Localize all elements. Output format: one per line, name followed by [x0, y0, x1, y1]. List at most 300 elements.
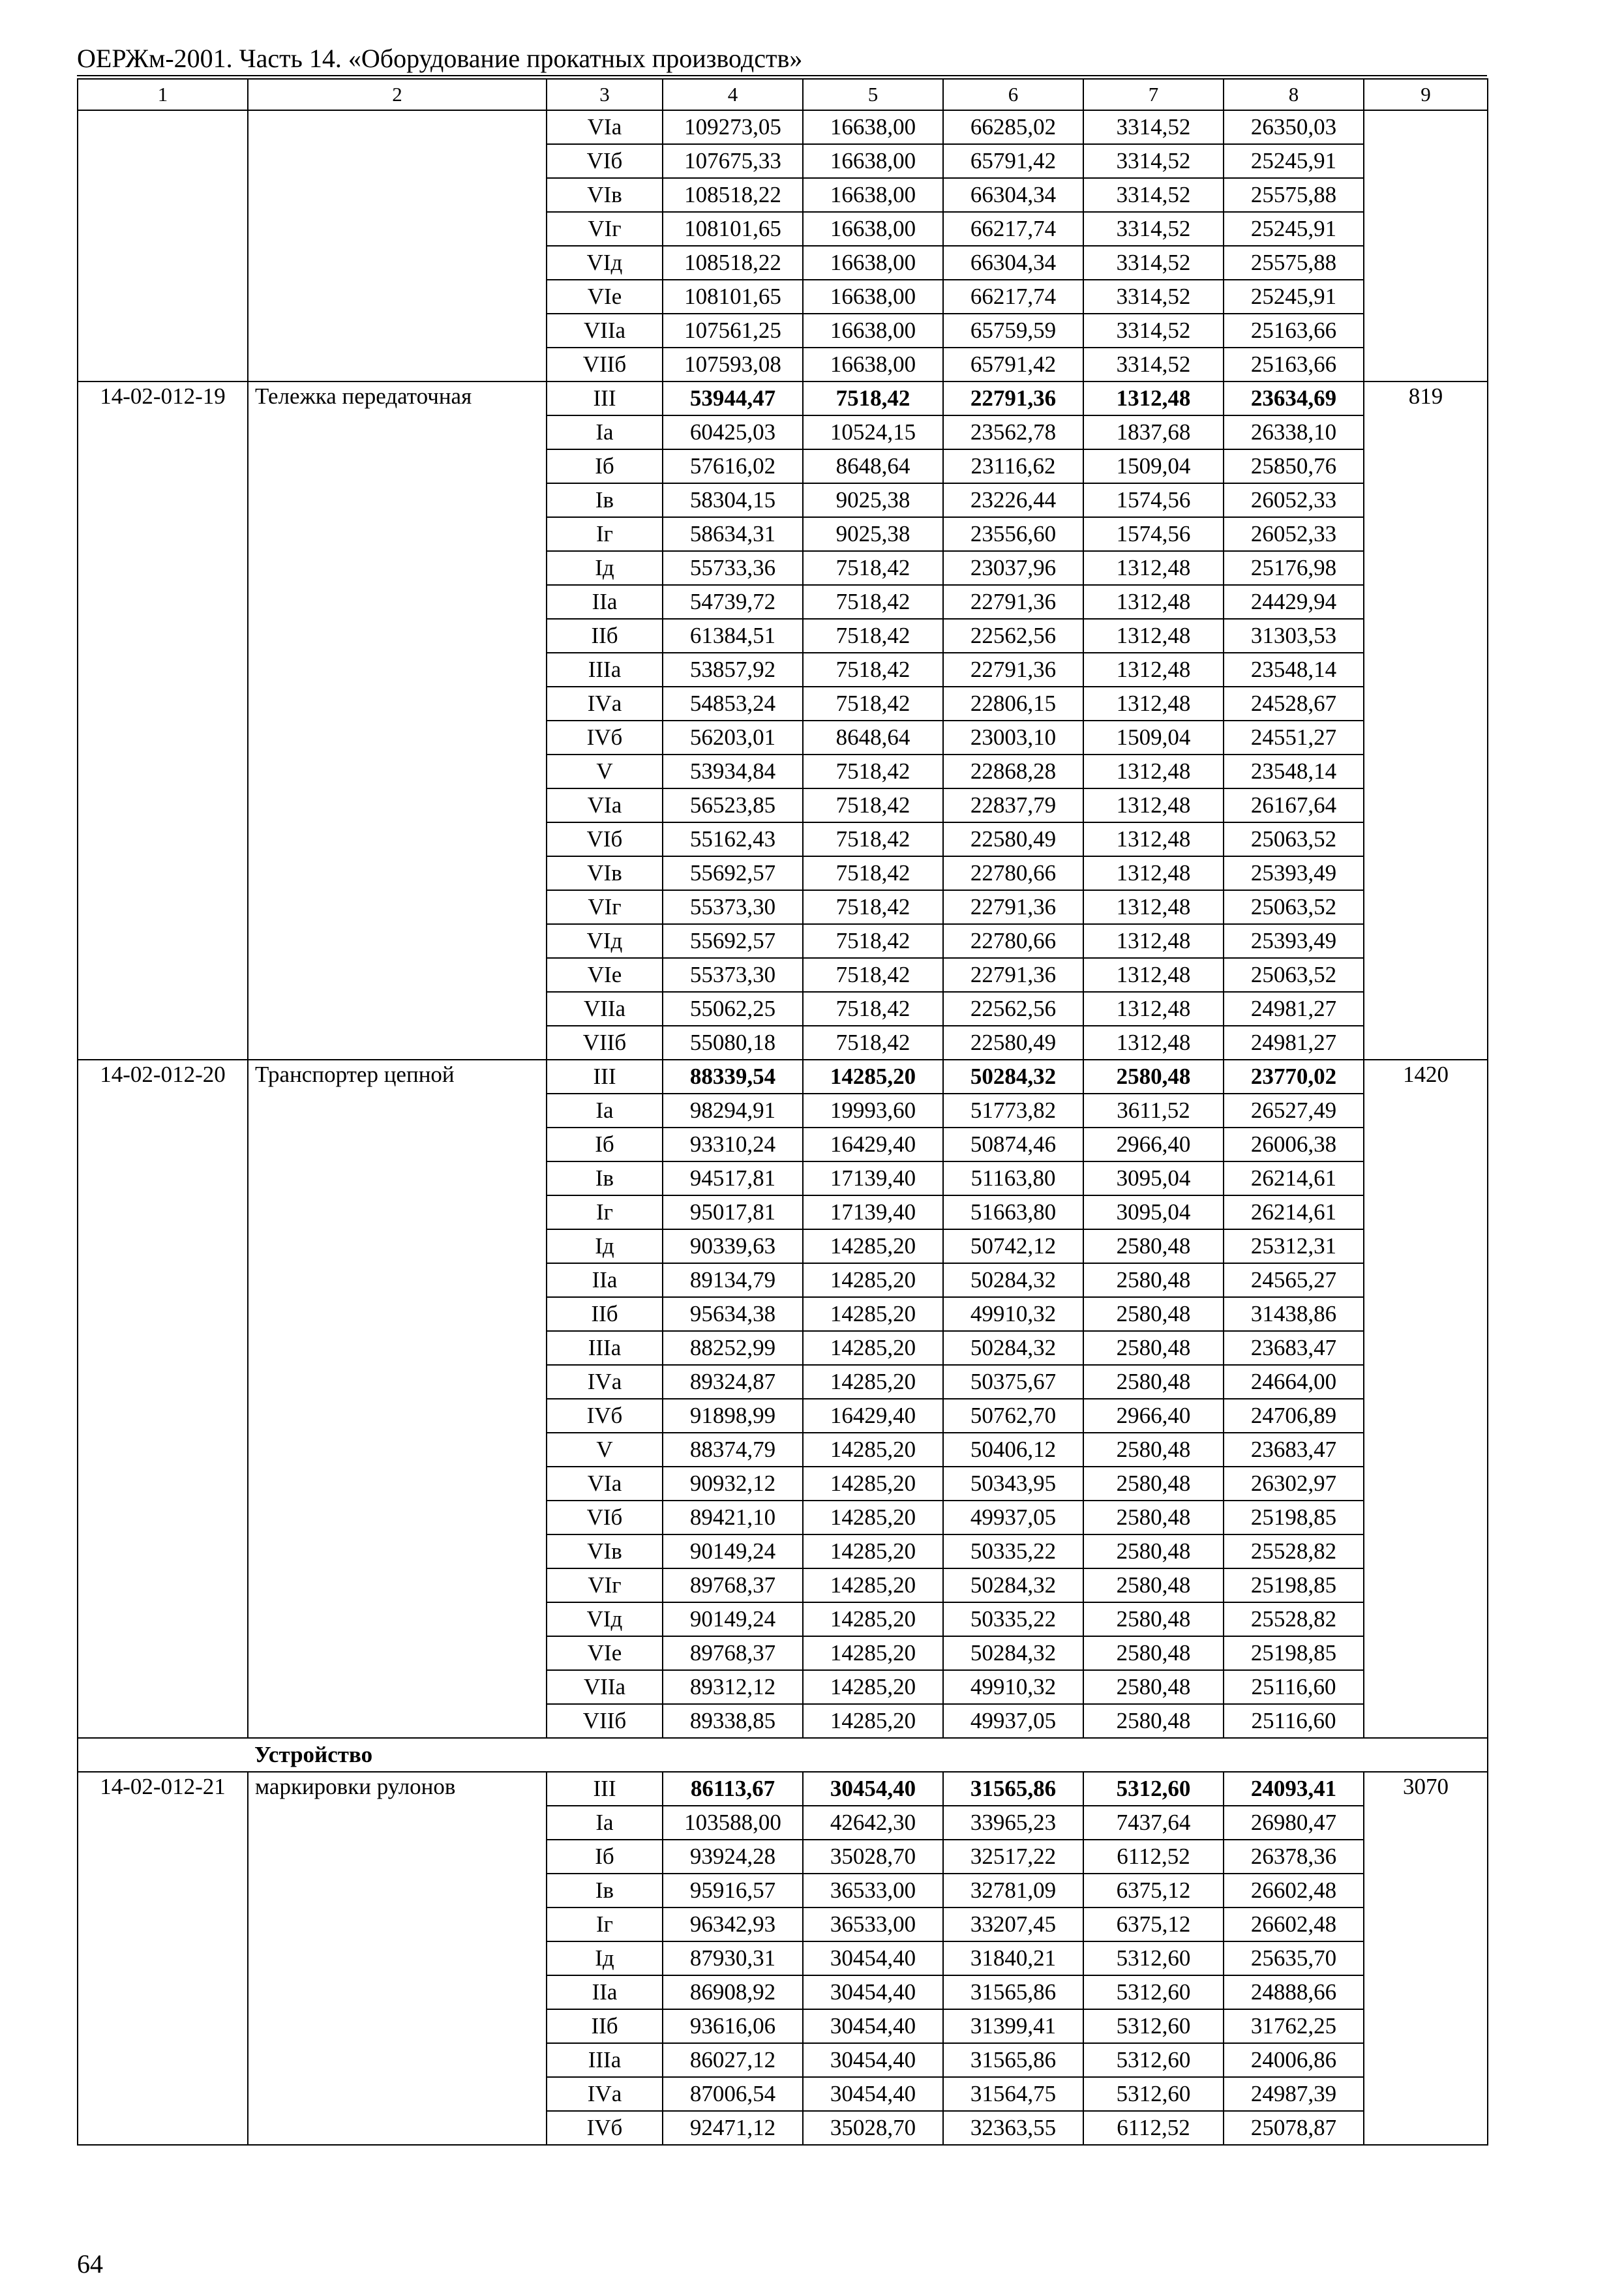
page-header: ОЕРЖм-2001. Часть 14. «Оборудование прокатных производств» [77, 44, 803, 73]
zone-cell: VIд [547, 924, 663, 958]
value-cell: 24429,94 [1224, 585, 1364, 619]
value-cell: 26167,64 [1224, 788, 1364, 822]
value-cell: 1312,48 [1083, 551, 1224, 585]
item-code: 14-02-012-19 [78, 382, 248, 1060]
value-cell: 7518,42 [803, 619, 943, 653]
value-cell: 93310,24 [663, 1128, 803, 1161]
zone-cell: VIб [547, 1501, 663, 1534]
value-cell: 14285,20 [803, 1263, 943, 1297]
value-cell: 107561,25 [663, 314, 803, 348]
value-cell: 33965,23 [943, 1806, 1083, 1840]
value-cell: 25063,52 [1224, 890, 1364, 924]
value-cell: 24888,66 [1224, 1975, 1364, 2009]
zone-cell: Iв [547, 1161, 663, 1195]
value-cell: 26338,10 [1224, 415, 1364, 449]
value-cell: 24981,27 [1224, 992, 1364, 1026]
value-cell: 23770,02 [1224, 1060, 1364, 1094]
value-cell: 55080,18 [663, 1026, 803, 1060]
value-cell: 26527,49 [1224, 1094, 1364, 1128]
value-cell: 22780,66 [943, 924, 1083, 958]
value-cell: 30454,40 [803, 2009, 943, 2043]
value-cell: 26052,33 [1224, 483, 1364, 517]
value-cell: 16638,00 [803, 212, 943, 246]
value-cell: 10524,15 [803, 415, 943, 449]
column-number: 6 [943, 79, 1083, 110]
zone-cell: VIв [547, 856, 663, 890]
value-cell: 7518,42 [803, 788, 943, 822]
value-cell: 86908,92 [663, 1975, 803, 2009]
value-cell: 22791,36 [943, 585, 1083, 619]
zone-cell: IIб [547, 619, 663, 653]
value-cell: 51663,80 [943, 1195, 1083, 1229]
value-cell: 65791,42 [943, 348, 1083, 382]
value-cell: 51773,82 [943, 1094, 1083, 1128]
value-cell: 50406,12 [943, 1433, 1083, 1467]
value-cell: 50762,70 [943, 1399, 1083, 1433]
value-cell: 55373,30 [663, 890, 803, 924]
value-cell: 5312,60 [1083, 1772, 1224, 1806]
zone-cell: VIIб [547, 348, 663, 382]
value-cell: 89768,37 [663, 1636, 803, 1670]
value-cell: 25528,82 [1224, 1534, 1364, 1568]
value-cell: 31564,75 [943, 2077, 1083, 2111]
value-cell: 2580,48 [1083, 1229, 1224, 1263]
column-number: 2 [248, 79, 547, 110]
value-cell: 24006,86 [1224, 2043, 1364, 2077]
zone-cell: VIг [547, 1568, 663, 1602]
value-cell: 2580,48 [1083, 1467, 1224, 1501]
zone-cell: VIд [547, 1602, 663, 1636]
value-cell: 7518,42 [803, 856, 943, 890]
value-cell: 54739,72 [663, 585, 803, 619]
zone-cell: VIа [547, 788, 663, 822]
value-cell: 89324,87 [663, 1365, 803, 1399]
value-cell: 88374,79 [663, 1433, 803, 1467]
value-cell: 14285,20 [803, 1670, 943, 1704]
zone-cell: Iа [547, 1806, 663, 1840]
value-cell: 17139,40 [803, 1161, 943, 1195]
value-cell: 1312,48 [1083, 585, 1224, 619]
value-cell: 50335,22 [943, 1602, 1083, 1636]
value-cell: 55162,43 [663, 822, 803, 856]
value-cell: 108101,65 [663, 280, 803, 314]
value-cell: 6375,12 [1083, 1874, 1224, 1908]
value-cell: 31438,86 [1224, 1297, 1364, 1331]
value-cell: 2580,48 [1083, 1501, 1224, 1534]
value-cell: 7518,42 [803, 992, 943, 1026]
zone-cell: IVб [547, 721, 663, 755]
section-title: Устройство [78, 1738, 1488, 1772]
value-cell: 3314,52 [1083, 144, 1224, 178]
zone-cell: IIа [547, 585, 663, 619]
value-cell: 16429,40 [803, 1128, 943, 1161]
zone-cell: Iб [547, 449, 663, 483]
value-cell: 89312,12 [663, 1670, 803, 1704]
value-cell: 92471,12 [663, 2111, 803, 2145]
value-cell: 22580,49 [943, 1026, 1083, 1060]
value-cell: 24565,27 [1224, 1263, 1364, 1297]
zone-cell: IIIа [547, 2043, 663, 2077]
value-cell: 54853,24 [663, 687, 803, 721]
value-cell: 25850,76 [1224, 449, 1364, 483]
value-cell: 22868,28 [943, 755, 1083, 788]
value-cell: 7518,42 [803, 382, 943, 415]
value-cell: 25063,52 [1224, 958, 1364, 992]
zone-cell: V [547, 755, 663, 788]
value-cell: 96342,93 [663, 1908, 803, 1941]
value-cell: 7518,42 [803, 755, 943, 788]
value-cell: 1837,68 [1083, 415, 1224, 449]
zone-cell: IVа [547, 1365, 663, 1399]
value-cell: 55373,30 [663, 958, 803, 992]
value-cell: 2580,48 [1083, 1060, 1224, 1094]
value-cell: 86113,67 [663, 1772, 803, 1806]
page-number: 64 [77, 2249, 103, 2279]
value-cell: 31399,41 [943, 2009, 1083, 2043]
value-cell: 14285,20 [803, 1433, 943, 1467]
value-cell: 3314,52 [1083, 178, 1224, 212]
value-cell: 66304,34 [943, 178, 1083, 212]
value-cell: 1312,48 [1083, 958, 1224, 992]
value-cell: 31565,86 [943, 1975, 1083, 2009]
value-cell: 26214,61 [1224, 1195, 1364, 1229]
value-cell: 58634,31 [663, 517, 803, 551]
value-cell: 25163,66 [1224, 348, 1364, 382]
value-cell: 50742,12 [943, 1229, 1083, 1263]
item-code [78, 110, 248, 382]
value-cell: 26378,36 [1224, 1840, 1364, 1874]
value-cell: 7518,42 [803, 822, 943, 856]
value-cell: 66217,74 [943, 280, 1083, 314]
value-cell: 24987,39 [1224, 2077, 1364, 2111]
value-cell: 16429,40 [803, 1399, 943, 1433]
value-cell: 23683,47 [1224, 1433, 1364, 1467]
value-cell: 24093,41 [1224, 1772, 1364, 1806]
value-cell: 93924,28 [663, 1840, 803, 1874]
zone-cell: IVб [547, 1399, 663, 1433]
zone-cell: Iв [547, 1874, 663, 1908]
zone-cell: VIв [547, 1534, 663, 1568]
value-cell: 16638,00 [803, 314, 943, 348]
value-cell: 42642,30 [803, 1806, 943, 1840]
value-cell: 16638,00 [803, 110, 943, 144]
value-cell: 95634,38 [663, 1297, 803, 1331]
value-cell: 9025,38 [803, 483, 943, 517]
value-cell: 25312,31 [1224, 1229, 1364, 1263]
zone-cell: VIе [547, 958, 663, 992]
value-cell: 66217,74 [943, 212, 1083, 246]
value-cell: 16638,00 [803, 178, 943, 212]
value-cell: 1574,56 [1083, 517, 1224, 551]
value-cell: 55733,36 [663, 551, 803, 585]
value-cell: 5312,60 [1083, 2009, 1224, 2043]
value-cell: 1312,48 [1083, 382, 1224, 415]
value-cell: 66304,34 [943, 246, 1083, 280]
value-cell: 1509,04 [1083, 721, 1224, 755]
zone-cell: III [547, 382, 663, 415]
price-table [77, 78, 1488, 2146]
value-cell: 2966,40 [1083, 1128, 1224, 1161]
value-cell: 50284,32 [943, 1263, 1083, 1297]
value-cell: 22562,56 [943, 992, 1083, 1026]
value-cell: 23548,14 [1224, 653, 1364, 687]
zone-cell: Iд [547, 551, 663, 585]
value-cell: 32517,22 [943, 1840, 1083, 1874]
value-cell: 14285,20 [803, 1636, 943, 1670]
value-cell: 22580,49 [943, 822, 1083, 856]
value-cell: 14285,20 [803, 1602, 943, 1636]
col9-value: 819 [1364, 382, 1488, 1060]
value-cell: 87006,54 [663, 2077, 803, 2111]
column-number: 4 [663, 79, 803, 110]
value-cell: 6112,52 [1083, 1840, 1224, 1874]
value-cell: 25528,82 [1224, 1602, 1364, 1636]
zone-cell: VIа [547, 1467, 663, 1501]
value-cell: 5312,60 [1083, 2077, 1224, 2111]
value-cell: 25575,88 [1224, 178, 1364, 212]
value-cell: 53934,84 [663, 755, 803, 788]
zone-cell: V [547, 1433, 663, 1467]
value-cell: 23548,14 [1224, 755, 1364, 788]
value-cell: 65759,59 [943, 314, 1083, 348]
value-cell: 23562,78 [943, 415, 1083, 449]
column-number: 9 [1364, 79, 1488, 110]
value-cell: 1312,48 [1083, 619, 1224, 653]
zone-cell: VIб [547, 822, 663, 856]
value-cell: 7518,42 [803, 687, 943, 721]
value-cell: 66285,02 [943, 110, 1083, 144]
value-cell: 1312,48 [1083, 687, 1224, 721]
value-cell: 25063,52 [1224, 822, 1364, 856]
value-cell: 2580,48 [1083, 1331, 1224, 1365]
value-cell: 5312,60 [1083, 1975, 1224, 2009]
value-cell: 14285,20 [803, 1365, 943, 1399]
value-cell: 60425,03 [663, 415, 803, 449]
value-cell: 7437,64 [1083, 1806, 1224, 1840]
zone-cell: IIа [547, 1263, 663, 1297]
zone-cell: III [547, 1772, 663, 1806]
value-cell: 24664,00 [1224, 1365, 1364, 1399]
value-cell: 50343,95 [943, 1467, 1083, 1501]
value-cell: 25116,60 [1224, 1704, 1364, 1738]
zone-cell: VIIа [547, 992, 663, 1026]
value-cell: 51163,80 [943, 1161, 1083, 1195]
table-body [78, 79, 1488, 2145]
value-cell: 14285,20 [803, 1229, 943, 1263]
value-cell: 86027,12 [663, 2043, 803, 2077]
value-cell: 88339,54 [663, 1060, 803, 1094]
value-cell: 93616,06 [663, 2009, 803, 2043]
value-cell: 24981,27 [1224, 1026, 1364, 1060]
value-cell: 89768,37 [663, 1568, 803, 1602]
zone-cell: Iг [547, 517, 663, 551]
value-cell: 108101,65 [663, 212, 803, 246]
zone-cell: IIа [547, 1975, 663, 2009]
value-cell: 3314,52 [1083, 314, 1224, 348]
value-cell: 25575,88 [1224, 246, 1364, 280]
value-cell: 26980,47 [1224, 1806, 1364, 1840]
value-cell: 1509,04 [1083, 449, 1224, 483]
zone-cell: VIIа [547, 1670, 663, 1704]
value-cell: 6375,12 [1083, 1908, 1224, 1941]
table-row [78, 1060, 1488, 1094]
value-cell: 53857,92 [663, 653, 803, 687]
value-cell: 90149,24 [663, 1602, 803, 1636]
item-name: маркировки рулонов [248, 1772, 547, 2145]
value-cell: 107593,08 [663, 348, 803, 382]
value-cell: 50874,46 [943, 1128, 1083, 1161]
zone-cell: IVб [547, 2111, 663, 2145]
value-cell: 22806,15 [943, 687, 1083, 721]
value-cell: 14285,20 [803, 1501, 943, 1534]
zone-cell: VIIб [547, 1704, 663, 1738]
value-cell: 36533,00 [803, 1874, 943, 1908]
value-cell: 65791,42 [943, 144, 1083, 178]
zone-cell: Iа [547, 415, 663, 449]
value-cell: 8648,64 [803, 449, 943, 483]
section-row [78, 1738, 1488, 1772]
zone-cell: Iб [547, 1128, 663, 1161]
value-cell: 3314,52 [1083, 348, 1224, 382]
value-cell: 25393,49 [1224, 856, 1364, 890]
value-cell: 2580,48 [1083, 1704, 1224, 1738]
value-cell: 14285,20 [803, 1534, 943, 1568]
column-number: 1 [78, 79, 248, 110]
column-number: 7 [1083, 79, 1224, 110]
value-cell: 16638,00 [803, 348, 943, 382]
table-row [78, 110, 1488, 144]
value-cell: 49937,05 [943, 1704, 1083, 1738]
value-cell: 24706,89 [1224, 1399, 1364, 1433]
value-cell: 31565,86 [943, 2043, 1083, 2077]
value-cell: 55692,57 [663, 856, 803, 890]
value-cell: 7518,42 [803, 551, 943, 585]
table-row [78, 1772, 1488, 1806]
value-cell: 14285,20 [803, 1568, 943, 1602]
value-cell: 50335,22 [943, 1534, 1083, 1568]
value-cell: 25245,91 [1224, 144, 1364, 178]
value-cell: 31840,21 [943, 1941, 1083, 1975]
value-cell: 25198,85 [1224, 1501, 1364, 1534]
value-cell: 14285,20 [803, 1467, 943, 1501]
value-cell: 23003,10 [943, 721, 1083, 755]
value-cell: 1312,48 [1083, 924, 1224, 958]
value-cell: 25245,91 [1224, 212, 1364, 246]
value-cell: 94517,81 [663, 1161, 803, 1195]
value-cell: 95017,81 [663, 1195, 803, 1229]
value-cell: 2580,48 [1083, 1602, 1224, 1636]
item-code: 14-02-012-20 [78, 1060, 248, 1738]
value-cell: 50284,32 [943, 1331, 1083, 1365]
value-cell: 7518,42 [803, 1026, 943, 1060]
value-cell: 25078,87 [1224, 2111, 1364, 2145]
value-cell: 22791,36 [943, 890, 1083, 924]
value-cell: 32781,09 [943, 1874, 1083, 1908]
value-cell: 90932,12 [663, 1467, 803, 1501]
item-name: Транспортер цепной [248, 1060, 547, 1738]
value-cell: 23683,47 [1224, 1331, 1364, 1365]
value-cell: 55692,57 [663, 924, 803, 958]
value-cell: 57616,02 [663, 449, 803, 483]
value-cell: 2580,48 [1083, 1433, 1224, 1467]
value-cell: 26350,03 [1224, 110, 1364, 144]
value-cell: 90339,63 [663, 1229, 803, 1263]
value-cell: 7518,42 [803, 890, 943, 924]
value-cell: 90149,24 [663, 1534, 803, 1568]
value-cell: 49910,32 [943, 1670, 1083, 1704]
value-cell: 33207,45 [943, 1908, 1083, 1941]
value-cell: 26006,38 [1224, 1128, 1364, 1161]
value-cell: 23037,96 [943, 551, 1083, 585]
value-cell: 1312,48 [1083, 992, 1224, 1026]
zone-cell: Iг [547, 1195, 663, 1229]
value-cell: 30454,40 [803, 1975, 943, 2009]
value-cell: 22791,36 [943, 653, 1083, 687]
value-cell: 32363,55 [943, 2111, 1083, 2145]
zone-cell: Iв [547, 483, 663, 517]
zone-cell: VIIа [547, 314, 663, 348]
zone-cell: VIд [547, 246, 663, 280]
value-cell: 89134,79 [663, 1263, 803, 1297]
value-cell: 22837,79 [943, 788, 1083, 822]
value-cell: 3314,52 [1083, 110, 1224, 144]
zone-cell: IVа [547, 687, 663, 721]
value-cell: 30454,40 [803, 2043, 943, 2077]
value-cell: 26602,48 [1224, 1874, 1364, 1908]
value-cell: 1312,48 [1083, 856, 1224, 890]
value-cell: 108518,22 [663, 246, 803, 280]
value-cell: 56203,01 [663, 721, 803, 755]
zone-cell: IIIа [547, 653, 663, 687]
value-cell: 22791,36 [943, 382, 1083, 415]
value-cell: 107675,33 [663, 144, 803, 178]
value-cell: 31303,53 [1224, 619, 1364, 653]
value-cell: 7518,42 [803, 653, 943, 687]
value-cell: 3611,52 [1083, 1094, 1224, 1128]
value-cell: 35028,70 [803, 1840, 943, 1874]
value-cell: 1312,48 [1083, 822, 1224, 856]
zone-cell: VIб [547, 144, 663, 178]
zone-cell: IIIа [547, 1331, 663, 1365]
value-cell: 23116,62 [943, 449, 1083, 483]
value-cell: 3314,52 [1083, 280, 1224, 314]
value-cell: 7518,42 [803, 958, 943, 992]
value-cell: 49910,32 [943, 1297, 1083, 1331]
value-cell: 25198,85 [1224, 1568, 1364, 1602]
table-row [78, 382, 1488, 415]
value-cell: 8648,64 [803, 721, 943, 755]
zone-cell: IIб [547, 1297, 663, 1331]
value-cell: 36533,00 [803, 1908, 943, 1941]
value-cell: 25393,49 [1224, 924, 1364, 958]
value-cell: 50375,67 [943, 1365, 1083, 1399]
value-cell: 3314,52 [1083, 212, 1224, 246]
value-cell: 2580,48 [1083, 1263, 1224, 1297]
value-cell: 103588,00 [663, 1806, 803, 1840]
col9-value: 1420 [1364, 1060, 1488, 1738]
value-cell: 3095,04 [1083, 1161, 1224, 1195]
value-cell: 17139,40 [803, 1195, 943, 1229]
value-cell: 55062,25 [663, 992, 803, 1026]
value-cell: 9025,38 [803, 517, 943, 551]
zone-cell: VIг [547, 212, 663, 246]
value-cell: 22562,56 [943, 619, 1083, 653]
item-name [248, 110, 547, 382]
col9-value [1364, 110, 1488, 382]
value-cell: 2580,48 [1083, 1670, 1224, 1704]
column-number: 5 [803, 79, 943, 110]
value-cell: 1312,48 [1083, 755, 1224, 788]
